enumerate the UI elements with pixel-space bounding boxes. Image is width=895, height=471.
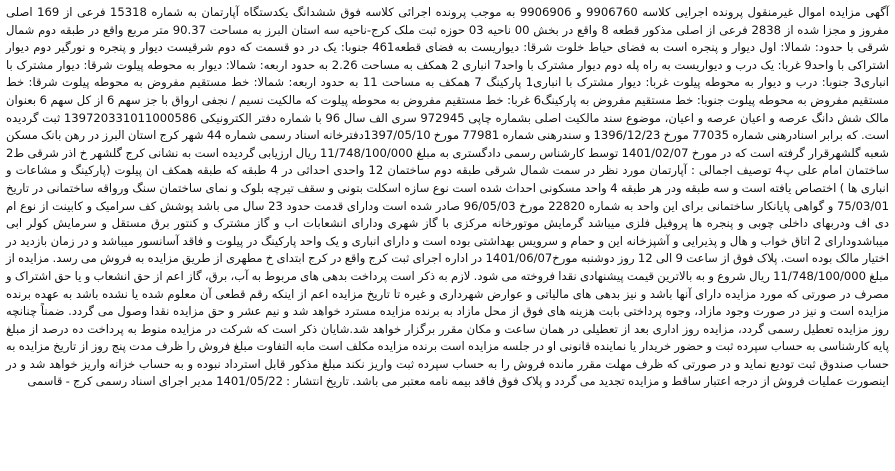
auction-notice-text: آگهی مزایده اموال غیرمنقول پرونده اجرایی کلاسه 9906760 و 9906906 به موجب پرونده اجرائی کلاسه فوق ششدانگ یکدستگاه آپارتمان به شماره 15318 فرعی از 169 اصلی مفروز و مجزا شده از 2838 فرعی از اصلی مذکور قطعه 8 واقع در بخش 00 ناحیه 03 حوزه ثبت ملک کرج-ناحیه سه استان البرز به مساحت 90.37 متر مربع واقع در طبقه دوم شمال شرقی با حدود: شمالا: اول دیوار و پنجره است به فضای حیاط خلوت شرقا: دیواریست به فضای قطعه461 جنوبا: یک در دو قسمت که دوم شرقیست دیوار و پنجره و نورگیر دوم دیوار اشتراکی با واحد9 غربا: یک درب و دیواریست به راه پله دوم دیوار مشترک با واحد7 انباری 2 همکف به مساحت 2.26 به حدود اربعه: شمالا: دیوار به محوطه پیلوت شرقا: دیوار مشترک با انباری3 جنوبا: درب و دیوار به محوطه پیلوت غربا: دیوار مشترک با انباری1 پارکینگ 7 همکف به مساحت 11 به حدود اربعه: شمالا: خط مستقیم مفروض به محوطه پیلوت شرقا: خط مستقیم مفروض به محوطه پیلوت جنوبا: خط مستقیم مفروض به پارکینگ6 غربا: خط مستقیم مفروض به محوطه پیلوت که مالکیت نسیم / نجفی ارواق با جز سهم 6 از کل سهم 6 بعنوان مالک شش دانگ عرصه و اعیان عرصه و اعیان، موضوع سند مالکیت اصلی بشماره چاپی 972945 سری الف سال 96 با شماره دفتر الکترونیکی 139720331011000586 ثبت گردیده است. که برابر اسنادرهنی شماره 77035 مورخ 1396/12/23 و سندرهنی شماره 77981 مورخ 1397/05/10دفترخانه اسناد رسمی شماره 44 شهر کرج استان البرز در رهن بانک مسکن شعبه گلشهرقرار گرفته است که در مورخ 1401/02/07 توسط کارشناس رسمی دادگستری به مبلغ 11/748/100/000 ریال ارزیابی گردیده است به نشانی کرج گلشهر خ اذر شرقی ط2 ساختمان امام علی پ4 توصیف اجمالی : آپارتمان مورد نظر در سمت شمال شرقی طبقه دوم ساختمان 12 واحدی احداثی در 4 طبقه که طبقه همکف ان پیلوت (پارکینگ و مشاعات و انباری ها ) اختصاص یافته است و سه طبقه ودر هر طبقه 4 واحد مسکونی احداث شده است نوع سازه اسکلت بتونی و سقف تیرچه بلوک و نمای ساختمان سنگ ورواقه ساختمانی در تاریخ 75/03/01 و گواهی پایانکار ساختمانی برای این واحد به شماره 22820 مورخ 96/05/03 صادر شده است ودارای قدمت حدود 23 سال می باشد پوشش کف سرامیک و کابینت از نوع ام دی اف ودربهای داخلی چوبی و پنجره ها پروفیل فلزی میباشد گرمایش موتورخانه مرکزی با گاز شهری ودارای انشعابات اب و گاز مشترک و کنتور برق مستقل و سرمایش کولر ابی میباشدودارای 2 اتاق خواب و هال و پذیرایی و آشپزخانه این و حمام و سرویس بهداشتی بوده است و دارای انباری و یک واحد پارکینگ در پیلوت و فاقد آسانسور میباشد و در زمان بازدید در اختیار مالک بوده است. پلاک فوق از ساعت 9 الی 12 روز دوشنبه مورخ1401/06/07 در اداره اجرای ثبت کرج واقع در کرج ابتدای خ مطهری از طریق مزایده به فروش می رسد. مزایده از مبلغ 11/748/100/000 ریال شروع و به بالاترین قیمت پیشنهادی نقدا فروخته می شود. لازم به ذکر است پرداخت بدهی های مربوط به آب، برق، گاز اعم از حق انشعاب و یا حق اشتراک و مصرف در صورتی که مورد مزایده دارای آنها باشد و نیز بدهی های مالیاتی و عوارض شهرداری و غیره تا تاریخ مزایده اعم از اینکه رقم قطعی آن معلوم شده یا نشده باشد به عهده برنده مزایده است و نیز در صورت وجود مازاد، وجوه پرداختی بابت هزینه های فوق از محل مازاد به برنده مزایده مسترد خواهد شد و نیم عشر و حق مزایده نقدا وصول می گردد. ضمناً چنانچه روز مزایده تعطیل رسمی گردد، مزایده روز اداری بعد از تعطیلی در همان ساعت و مکان مقرر برگزار خواهد شد.شایان ذکر است که شرکت در مزایده منوط به پرداخت ده درصد از مبلغ پایه کارشناسی به حساب سپرده ثبت و حضور خریدار یا نماینده قانونی او در جلسه مزایده است برنده مزایده مکلف است مابه التفاوت مبلغ فروش را ظرف مدت پنج روز از تاریخ مزایده به حساب صندوق ثبت تودیع نماید و در صورتی که ظرف مهلت مقرر مانده فروش را به حساب سپرده ثبت واریز نکند مبلغ مذکور قابل استرداد نبوده و به حساب خزانه واریز خواهد شد و در اینصورت عملیات فروش از درجه اعتبار ساقط و مزایده تجدید می گردد و پلاک فوق فاقد بیمه نامه معتبر می باشد. تاریخ انتشار : 1401/05/22 مدیر اجرای اسناد رسمی کرج - قاسمی (6, 5, 890, 389)
